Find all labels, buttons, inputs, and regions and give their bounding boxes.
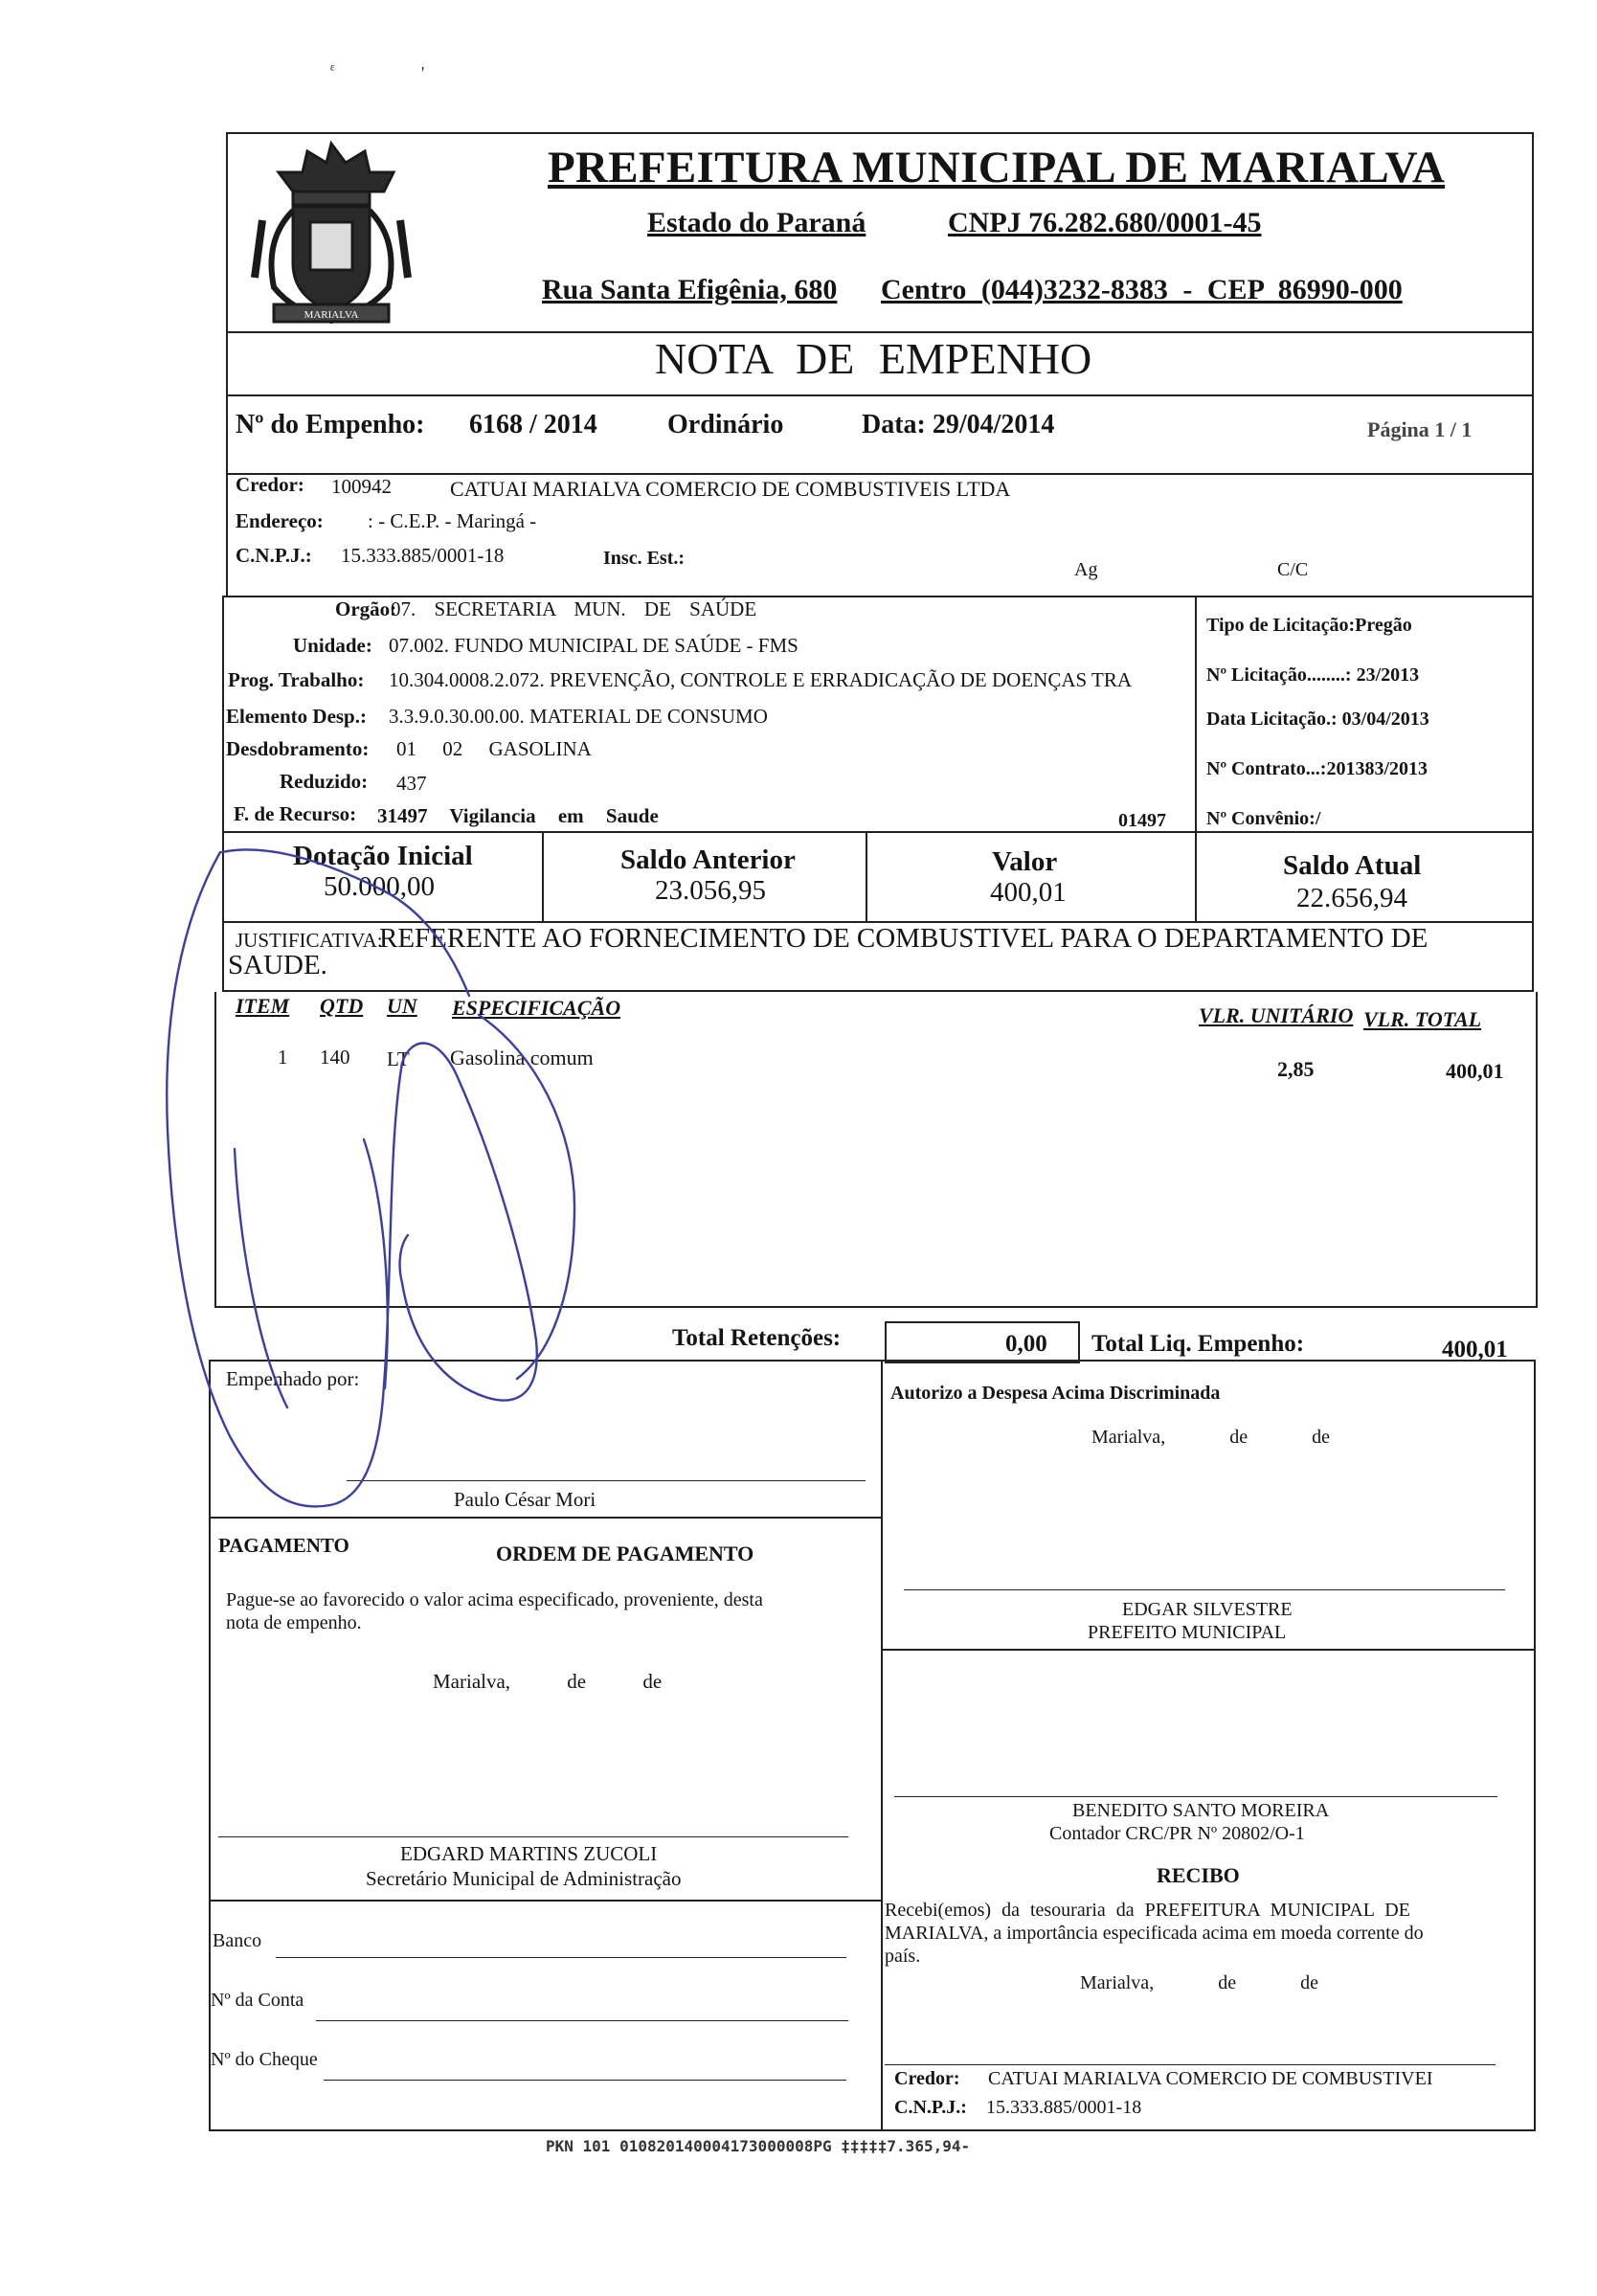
pagamento-top-line	[209, 1517, 881, 1519]
recibo-text: MARIALVA, a importância especificada acima em moeda corrente do	[885, 1923, 1424, 1944]
retencoes-label: Total Retenções:	[672, 1325, 842, 1351]
justificativa-label: JUSTIFICATIVA:	[236, 929, 383, 952]
liquido-label: Total Liq. Empenho:	[1091, 1331, 1305, 1357]
signature-column-divider	[881, 1360, 883, 2131]
items-left-border	[214, 992, 216, 1308]
accountant-title: Contador CRC/PR Nº 20802/O-1	[1049, 1823, 1305, 1844]
footer-code: PKN 101 010820140004173000008PG ‡‡‡‡‡7.365,94-	[546, 2137, 971, 2155]
pagamento-text: Pague-se ao favorecido o valor acima especificado, proveniente, desta	[226, 1589, 763, 1610]
recibo-cnpj-label: C.N.P.J.:	[894, 2097, 967, 2118]
contract-number: Nº Contrato...:201383/2013	[1206, 758, 1428, 779]
licitacao-number: Nº Licitação........: 23/2013	[1206, 664, 1420, 686]
unidade-label: Unidade:	[293, 634, 372, 657]
desdobramento-label: Desdobramento:	[226, 737, 370, 760]
col-header-total-value: VLR. TOTAL	[1363, 1007, 1482, 1031]
empenho-number-label: Nº do Empenho:	[236, 410, 425, 439]
recibo-credor-label: Credor:	[894, 2068, 960, 2089]
item-number: 1	[278, 1046, 288, 1069]
page-number: Página 1 / 1	[1367, 417, 1473, 441]
secretary-signature-line	[218, 1836, 848, 1837]
address-label: Endereço:	[236, 509, 324, 532]
recurso-code: 01497	[1118, 810, 1166, 831]
scan-mark: '	[421, 63, 425, 82]
retencoes-value-box	[885, 1321, 1080, 1363]
saldo-anterior-label: Saldo Anterior	[620, 844, 796, 875]
prog-trabalho-value: 10.304.0008.2.072. PREVENÇÃO, CONTROLE E ERRADICAÇÃO DE DOENÇAS TRA	[389, 668, 1133, 691]
desdobramento-value: 01 02 GASOLINA	[396, 737, 592, 760]
bank-line	[276, 1957, 846, 1958]
elemento-value: 3.3.9.0.30.00.00. MATERIAL DE CONSUMO	[389, 705, 768, 728]
recurso-value: 31497 Vigilancia em Saude	[377, 804, 659, 827]
header-state: Estado do Paraná	[647, 207, 866, 238]
recibo-credor-name: CATUAI MARIALVA COMERCIO DE COMBUSTIVEI	[988, 2068, 1433, 2089]
credor-cnpj: 15.333.885/0001-18	[341, 544, 505, 567]
col-header-unit-value: VLR. UNITÁRIO	[1199, 1003, 1354, 1027]
autorizo-date-line: Marialva, de de	[1091, 1427, 1330, 1448]
saldo-atual-value: 22.656,94	[1296, 883, 1407, 913]
balances-divider	[1195, 831, 1197, 923]
valor-label: Valor	[992, 846, 1058, 877]
orgao-label: Orgão:	[335, 597, 397, 620]
municipal-coat-of-arms	[236, 134, 427, 335]
contador-top-line	[881, 1649, 1536, 1651]
recibo-title: RECIBO	[1157, 1863, 1240, 1887]
empenho-type: Ordinário	[667, 410, 784, 439]
scan-mark: ᵋ	[330, 59, 335, 80]
mayor-title: PREFEITO MUNICIPAL	[1088, 1622, 1287, 1643]
valor-value: 400,01	[990, 877, 1067, 908]
empenhado-signature-line	[347, 1480, 866, 1481]
empenho-date: Data: 29/04/2014	[862, 410, 1055, 439]
empenhado-por-label: Empenhado por:	[226, 1367, 360, 1390]
items-right-border	[1536, 992, 1538, 1308]
col-header-specification: ESPECIFICAÇÃO	[452, 996, 621, 1020]
licitacao-date: Data Licitação.: 03/04/2013	[1206, 709, 1429, 730]
reduzido-label: Reduzido:	[280, 770, 369, 793]
unidade-value: 07.002. FUNDO MUNICIPAL DE SAÚDE - FMS	[389, 634, 798, 657]
empenhado-por-name: Paulo César Mori	[454, 1488, 596, 1511]
pagamento-date-line: Marialva, de de	[433, 1670, 663, 1693]
header-cnpj: CNPJ 76.282.680/0001-45	[948, 207, 1262, 238]
accountant-name: BENEDITO SANTO MOREIRA	[1072, 1800, 1330, 1821]
insc-est-label: Insc. Est.:	[603, 548, 686, 569]
autorizo-text: Autorizo a Despesa Acima Discriminada	[890, 1383, 1221, 1404]
secretary-title: Secretário Municipal de Administração	[366, 1867, 682, 1890]
col-header-un: UN	[387, 994, 417, 1018]
retencoes-value: 0,00	[1005, 1331, 1047, 1357]
justificativa-text: REFERENTE AO FORNECIMENTO DE COMBUSTIVEL PARA O DEPARTAMENTO DE	[379, 923, 1428, 954]
orgao-value: 07. SECRETARIA MUN. DE SAÚDE	[391, 597, 757, 620]
recibo-cnpj: 15.333.885/0001-18	[986, 2097, 1142, 2118]
accountant-signature-line	[894, 1796, 1497, 1797]
pagamento-text: nota de empenho.	[226, 1612, 362, 1633]
credor-name: CATUAI MARIALVA COMERCIO DE COMBUSTIVEIS LTDA	[450, 477, 1011, 501]
licitacao-type: Tipo de Licitação:Pregão	[1206, 615, 1412, 636]
recibo-text: país.	[885, 1946, 921, 1967]
address-value: : - C.E.P. - Maringá -	[368, 509, 537, 532]
bank-top-line	[209, 1900, 881, 1902]
prog-trabalho-label: Prog. Trabalho:	[228, 668, 365, 691]
elemento-label: Elemento Desp.:	[226, 705, 367, 728]
cheque-number-line	[324, 2080, 846, 2081]
recibo-date-line: Marialva, de de	[1080, 1972, 1318, 1993]
liquido-value: 400,01	[1442, 1337, 1508, 1362]
header-district-phone-cep: Centro (044)3232-8383 - CEP 86990-000	[881, 274, 1403, 305]
document-title: NOTA DE EMPENHO	[655, 334, 1092, 383]
item-specification: Gasolina comum	[450, 1046, 594, 1069]
totals-top-line	[214, 1306, 1536, 1308]
mayor-name: EDGAR SILVESTRE	[1122, 1599, 1293, 1620]
reduzido-value: 437	[396, 772, 427, 795]
item-total-value: 400,01	[1446, 1059, 1504, 1083]
credor-cnpj-label: C.N.P.J.:	[236, 544, 312, 567]
account-number-line	[316, 2020, 848, 2021]
item-unit-value: 2,85	[1277, 1057, 1315, 1081]
dotacao-label: Dotação Inicial	[293, 841, 473, 871]
recurso-label: F. de Recurso:	[234, 802, 357, 825]
agency-label: Ag	[1074, 559, 1098, 580]
balances-divider	[542, 831, 544, 923]
justificativa-text: SAUDE.	[228, 950, 327, 980]
account-label: C/C	[1277, 559, 1309, 580]
item-unit: LT	[387, 1047, 410, 1070]
header-street: Rua Santa Efigênia, 680	[542, 274, 838, 305]
svg-text:MARIALVA: MARIALVA	[304, 309, 359, 321]
convenio-number: Nº Convênio:/	[1206, 808, 1321, 829]
signature-block	[209, 1360, 1536, 2131]
secretary-name: EDGARD MARTINS ZUCOLI	[400, 1842, 658, 1865]
dotacao-value: 50.000,00	[324, 871, 435, 902]
bank-label: Banco	[213, 1930, 262, 1951]
ordem-pagamento-title: ORDEM DE PAGAMENTO	[496, 1542, 754, 1565]
cheque-number-label: Nº do Cheque	[211, 2049, 318, 2070]
credor-code: 100942	[331, 475, 392, 498]
col-header-qtd: QTD	[320, 994, 364, 1018]
item-quantity: 140	[320, 1046, 350, 1069]
recibo-signature-line	[885, 2064, 1496, 2065]
empenho-number: 6168 / 2014	[469, 410, 597, 439]
saldo-atual-label: Saldo Atual	[1283, 850, 1422, 881]
saldo-anterior-value: 23.056,95	[655, 875, 766, 906]
budget-divider	[1195, 596, 1197, 833]
col-header-item: ITEM	[236, 994, 290, 1018]
page-title: PREFEITURA MUNICIPAL DE MARIALVA	[548, 143, 1446, 192]
mayor-signature-line	[904, 1589, 1505, 1590]
pagamento-label: PAGAMENTO	[218, 1534, 349, 1557]
credor-label: Credor:	[236, 473, 304, 496]
recibo-text: Recebi(emos) da tesouraria da PREFEITURA MUNICIPAL DE	[885, 1900, 1410, 1921]
account-number-label: Nº da Conta	[211, 1990, 304, 2011]
balances-divider	[866, 831, 867, 923]
